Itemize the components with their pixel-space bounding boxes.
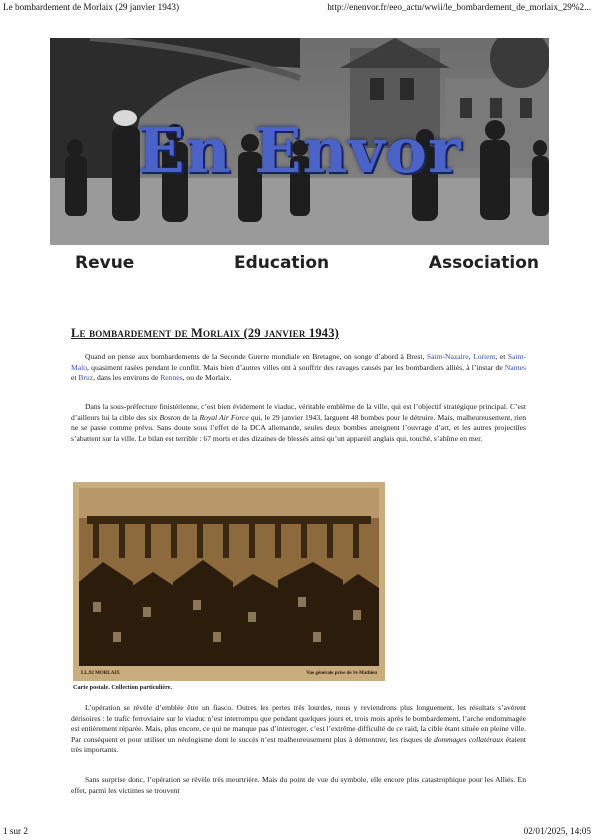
link-saint-malo[interactable]: Saint-Malo — [71, 352, 526, 372]
photo-caption: Carte postale. Collection particulière. — [73, 684, 173, 691]
article-paragraph-1: Quand on pense aux bombardements de la Seconde Guerre mondiale en Bretagne, on songe d’abord à Brest, Saint-Nazaire, Lorient, et Saint-Malo, quasiment rasées pendant le conflit. Mais bien d’autres villes ont à souffrir des ravages causés par les bombardiers alliés, à l’instar de Nantes et Bruz, dans les environs de Rennes, ou de Morlaix. — [71, 352, 526, 383]
site-banner[interactable] — [50, 38, 549, 245]
article-paragraph-2: Dans la sous-préfecture finistérienne, c’est bien évidement le viaduc, véritable emblème de la ville, qui est l’objectif stratégique principal. C’est d’ailleurs lui la cible des six Boston de la Royal Air Force qui, le 29 janvier 1943, larguent 48 bombes pour le détruire. Mais, malheureusement, rien ne se passe comme prévu. Sans doute sous l’effet de la DCA allemande, seules deux bombes atteignent l’ouvrage d’art, et les autres projectiles s’abattent sur la ville. Le bilan est terrible : 67 morts et des dizaines de blessés ainsi qu’un appareil anglais qui, touché, s’abîme en mer. — [71, 402, 527, 443]
article-paragraph-3: L’opération se révèle d’emblée être un fiasco. Outres les pertes très lourdes, nous y reviendrons plus longuement, les résultats s’avèrent dérisoires : le trafic ferroviaire sur le viaduc n’est interrompu que pendant quelques jours et, trois mois après le bombardement, l’arche endommagée est entièrement réparée. Mais, plus encore, ce qui ne manque pas d’interroger, c’est l’extrême difficulté de ce raid, la cible étant située en pleine ville. Par conséquent et pour utiliser un néologisme dont le succès n’est malheureusement plus à démontrer, les risques de dommages collatéraux étaient très importants. — [71, 703, 526, 755]
print-header-title: Le bombardement de Morlaix (29 janvier 1943) — [3, 2, 180, 12]
link-rennes[interactable]: Rennes — [160, 373, 183, 383]
print-footer — [3, 826, 591, 836]
link-saint-nazaire[interactable]: Saint-Nazaire — [426, 352, 469, 361]
postcard-label-left: LL.92 MORLAIX — [81, 671, 120, 676]
postcard-photo-morlaix — [73, 482, 385, 681]
print-header-url: http://enenvor.fr/eeo_actu/wwii/le_bombardement_de_morlaix_29%2... — [327, 2, 591, 12]
pillar-association[interactable]: Association — [428, 253, 539, 273]
site-logo[interactable]: En Envor — [137, 114, 462, 187]
pillar-revue[interactable]: Revue — [75, 253, 135, 273]
print-footer-datetime: 02/01/2025, 14:05 — [523, 826, 591, 836]
link-lorient[interactable]: Lorient — [473, 352, 496, 361]
print-header — [3, 2, 591, 12]
link-nantes[interactable]: Nantes — [504, 362, 526, 372]
postcard-label-right: Vue générale prise de St-Mathieu — [306, 671, 377, 676]
pillar-education[interactable]: Education — [233, 253, 330, 273]
link-bruz[interactable]: Bruz — [78, 373, 94, 383]
article-title: Le bombardement de Morlaix (29 janvier 1943) — [71, 326, 340, 340]
postcard-image — [73, 482, 385, 681]
article-paragraph-4: Sans surprise donc, l’opération se révèle très meurtrière. Mais du point de vue du symbole, elle encore plus catastrophique pour les Alliés. En effet, parmi les victimes se trouvent — [71, 775, 526, 795]
banner-pillars — [50, 253, 549, 273]
print-footer-page: 1 sur 2 — [3, 826, 29, 836]
